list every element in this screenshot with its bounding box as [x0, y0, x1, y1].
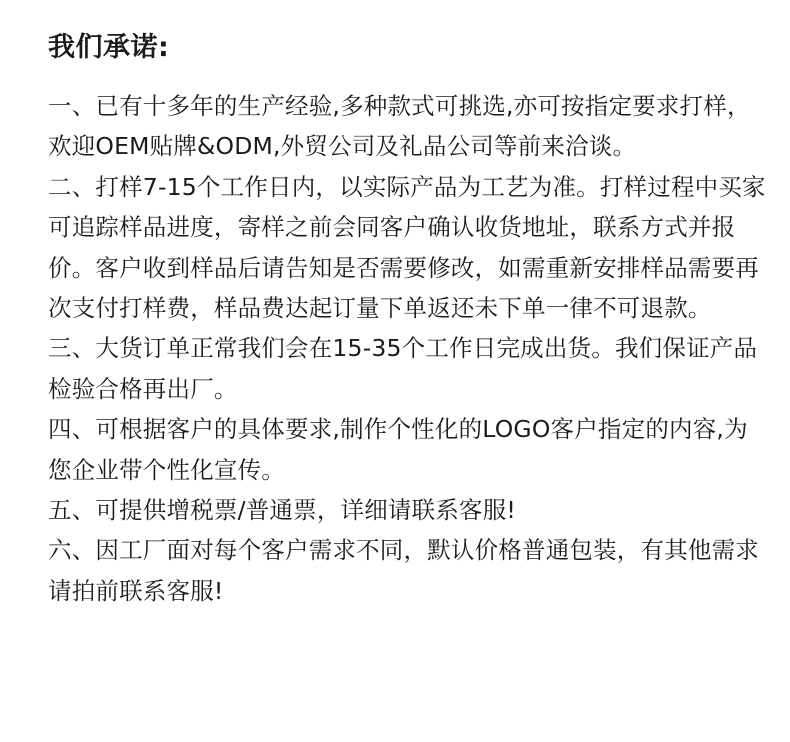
promise-item-4: 四、可根据客户的具体要求,制作个性化的LOGO客户指定的内容,为您企业带个性化宣传。	[48, 415, 748, 484]
promise-list	[48, 86, 770, 611]
promise-item-3: 三、大货订单正常我们会在15-35个工作日完成出货。我们保证产品检验合格再出厂。	[48, 334, 758, 403]
promise-item-1: 一、已有十多年的生产经验,多种款式可挑选,亦可按指定要求打样，欢迎OEM贴牌&ODM,外贸公司及礼品公司等前来洽谈。	[48, 92, 751, 161]
promise-item-6: 六、因工厂面对每个客户需求不同，默认价格普通包装，有其他需求请拍前联系客服!	[48, 536, 759, 605]
page-title: 我们承诺:	[48, 32, 170, 63]
promise-item-2: 二、打样7-15个工作日内，以实际产品为工艺为准。打样过程中买家可追踪样品进度，寄样之前会同客户确认收货地址，联系方式并报价。客户收到样品后请告知是否需要修改，如需重新安排样品需要再次支付打样费，样品费达起订量下单返还未下单一律不可退款。	[48, 172, 766, 323]
promise-item-5: 五、可提供增税票/普通票，详细请联系客服!	[48, 496, 517, 525]
